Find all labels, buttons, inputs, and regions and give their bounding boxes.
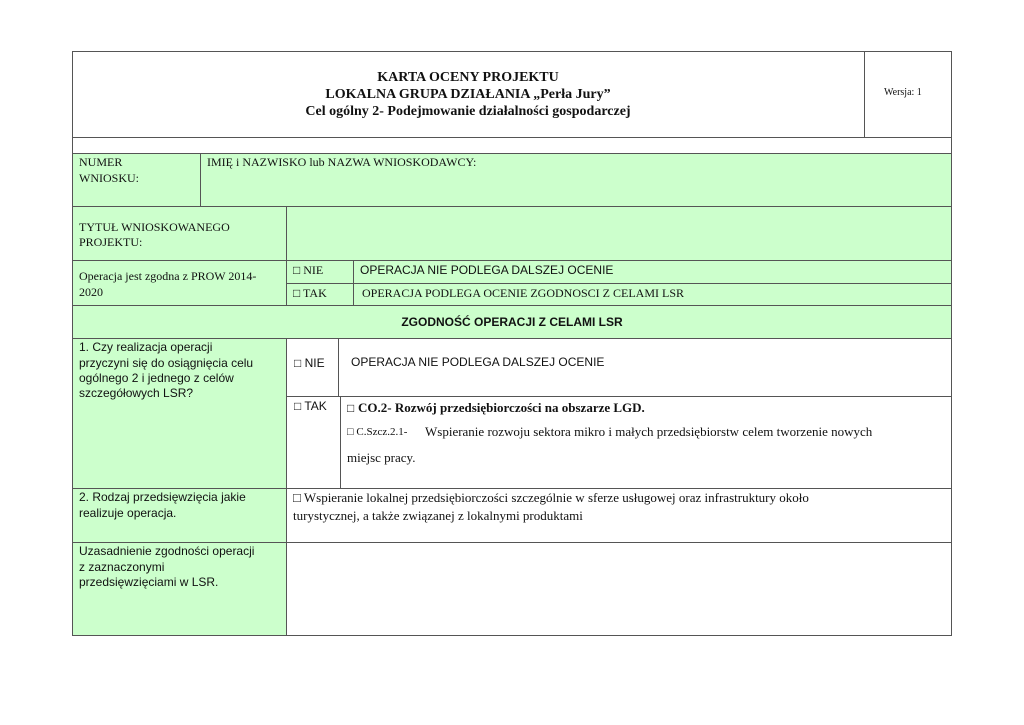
- q1-divider-tak: [340, 396, 341, 489]
- q1-question-1: 1. Czy realizacja operacji: [79, 340, 213, 354]
- q1-szcz-text-2: miejsc pracy.: [347, 450, 416, 465]
- q2-question-2: realizuje operacja.: [79, 506, 177, 520]
- uzasadnienie-label-2: z zaznaczonymi: [79, 560, 165, 574]
- prow-mid-line: [286, 283, 952, 284]
- prow-nie-text: OPERACJA NIE PODLEGA DALSZEJ OCENIE: [360, 263, 614, 277]
- tytul-label-2: PROJEKTU:: [79, 235, 143, 249]
- spacer-row: [72, 137, 952, 154]
- q1-co2-text: CO.2- Rozwój przedsiębiorczości na obszarze LGD.: [358, 400, 645, 415]
- q2-divider: [286, 488, 287, 543]
- q1-nie-checkbox[interactable]: □ NIE: [294, 356, 325, 370]
- header-divider: [864, 51, 865, 138]
- q1-divider-nie: [338, 338, 339, 396]
- q2-question-1: 2. Rodzaj przedsięwzięcia jakie: [79, 490, 246, 504]
- q1-nie-text: OPERACJA NIE PODLEGA DALSZEJ OCENIE: [351, 355, 605, 369]
- numer-label-1: NUMER: [79, 155, 123, 169]
- prow-tak-checkbox[interactable]: □ TAK: [293, 286, 327, 300]
- section-title: ZGODNOŚĆ OPERACJI Z CELAMI LSR: [401, 315, 623, 329]
- version-label: Wersja: 1: [884, 87, 922, 98]
- numer-label-2: WNIOSKU:: [79, 171, 139, 185]
- numer-row: [72, 153, 952, 207]
- q2-answer-2: turystycznej, a także związanej z lokalnymi produktami: [293, 508, 583, 523]
- tytul-divider: [286, 206, 287, 261]
- lgd-title: LOKALNA GRUPA DZIAŁANIA „Perła Jury”: [325, 87, 611, 102]
- tytul-label-1: TYTUŁ WNIOSKOWANEGO: [79, 220, 230, 234]
- q1-szcz-prefix[interactable]: □ C.Szcz.2.1-: [347, 426, 408, 438]
- uzasadnienie-label-1: Uzasadnienie zgodności operacji: [79, 544, 255, 558]
- q1-question-4: szczegółowych LSR?: [79, 386, 194, 400]
- q1-co2-checkbox[interactable]: □: [347, 401, 355, 415]
- q1-tak-checkbox[interactable]: □ TAK: [294, 399, 327, 413]
- goal-title: Cel ogólny 2- Podejmowanie działalności gospodarczej: [305, 104, 631, 119]
- uzasadnienie-label-3: przedsięwzięciami w LSR.: [79, 575, 219, 589]
- prow-label-2: 2020: [79, 285, 103, 299]
- document-title: KARTA OCENY PROJEKTU: [377, 70, 559, 85]
- numer-divider: [200, 153, 201, 207]
- q1-szcz-text-1: Wspieranie rozwoju sektora mikro i małych przedsiębiorstw celem tworzenie nowych: [425, 424, 873, 439]
- prow-nie-checkbox[interactable]: □ NIE: [293, 263, 324, 277]
- q1-mid-line: [286, 396, 952, 397]
- prow-tak-text: OPERACJA PODLEGA OCENIE ZGODNOSCI Z CELAMI LSR: [362, 286, 685, 300]
- q2-answer-1[interactable]: □ Wspieranie lokalnej przedsiębiorczości szczególnie w sferze usługowej oraz infrastruktury około: [293, 490, 809, 505]
- applicant-label: IMIĘ i NAZWISKO lub NAZWA WNIOSKODAWCY:: [207, 155, 477, 169]
- prow-label-1: Operacja jest zgodna z PROW 2014-: [79, 269, 257, 283]
- uzasadnienie-input-area[interactable]: [287, 543, 951, 635]
- q1-question-2: przyczyni się do osiągnięcia celu: [79, 356, 254, 370]
- q1-question-3: ogólnego 2 i jednego z celów: [79, 371, 234, 385]
- q1-divider-1: [286, 338, 287, 489]
